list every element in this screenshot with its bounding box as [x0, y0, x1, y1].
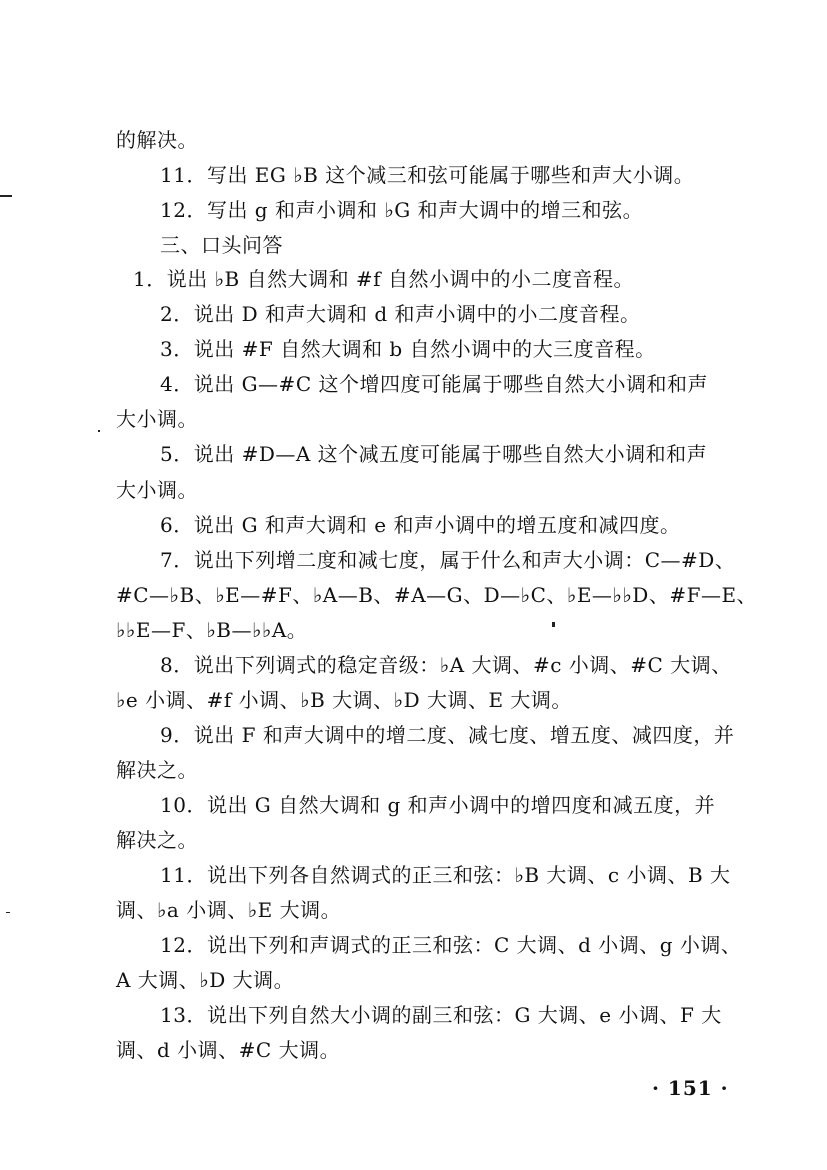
- exercise-item: 4．说出 G—#C 这个增四度可能属于哪些自然大小调和和声: [160, 372, 708, 396]
- text-line: #C—♭B、♭E—#F、♭A—B、#A—G、D—♭C、♭E—♭♭D、#F—E、: [116, 583, 758, 607]
- exercise-item: 3．说出 #F 自然大调和 b 自然小调中的大三度音程。: [160, 337, 656, 361]
- exercise-item: 2．说出 D 和声大调和 d 和声小调中的小二度音程。: [160, 302, 641, 326]
- page-number: · 151 ·: [652, 1076, 729, 1100]
- exercise-item: 12．说出下列和声调式的正三和弦：C 大调、d 小调、g 小调、: [160, 933, 742, 957]
- exercise-item: 6．说出 G 和声大调和 e 和声小调中的增五度和减四度。: [160, 513, 681, 537]
- text-line: 调、d 小调、#C 大调。: [116, 1038, 341, 1062]
- exercise-item: 13．说出下列自然大小调的副三和弦：G 大调、e 小调、F 大: [160, 1003, 722, 1027]
- text-line: 解决之。: [116, 828, 198, 852]
- exercise-item: 1．说出 ♭B 自然大调和 #f 自然小调中的小二度音程。: [133, 267, 634, 291]
- text-line: ♭e 小调、#f 小调、♭B 大调、♭D 大调、E 大调。: [116, 688, 572, 712]
- scan-mark: [0, 195, 12, 197]
- scan-mark: [6, 912, 10, 913]
- text-line: 调、♭a 小调、♭E 大调。: [116, 898, 342, 922]
- exercise-item: 10．说出 G 自然大调和 g 和声小调中的增四度和减五度，并: [160, 793, 716, 817]
- exercise-item: 9．说出 F 和声大调中的增二度、减七度、增五度、减四度，并: [160, 723, 735, 747]
- scan-mark: [552, 622, 555, 627]
- exercise-item: 8．说出下列调式的稳定音级：♭A 大调、#c 小调、#C 大调、: [160, 653, 732, 677]
- exercise-item: 7．说出下列增二度和减七度，属于什么和声大小调：C—#D、: [160, 548, 736, 572]
- text-line: 的解决。: [116, 128, 198, 152]
- exercise-item: 11．说出下列各自然调式的正三和弦：♭B 大调、c 小调、B 大: [160, 863, 731, 887]
- exercise-item: 12．写出 g 和声小调和 ♭G 和声大调中的增三和弦。: [160, 198, 644, 222]
- text-line: A 大调、♭D 大调。: [116, 968, 295, 992]
- text-line: ♭♭E—F、♭B—♭♭A。: [116, 618, 308, 642]
- text-line: 大小调。: [116, 407, 198, 431]
- exercise-item: 11．写出 EG ♭B 这个减三和弦可能属于哪些和声大小调。: [160, 163, 695, 187]
- text-line: 大小调。: [116, 478, 198, 502]
- scan-mark: [98, 430, 100, 432]
- exercise-item: 5．说出 #D—A 这个减五度可能属于哪些自然大小调和和声: [160, 442, 708, 466]
- section-heading: 三、口头问答: [160, 233, 283, 257]
- text-line: 解决之。: [116, 758, 198, 782]
